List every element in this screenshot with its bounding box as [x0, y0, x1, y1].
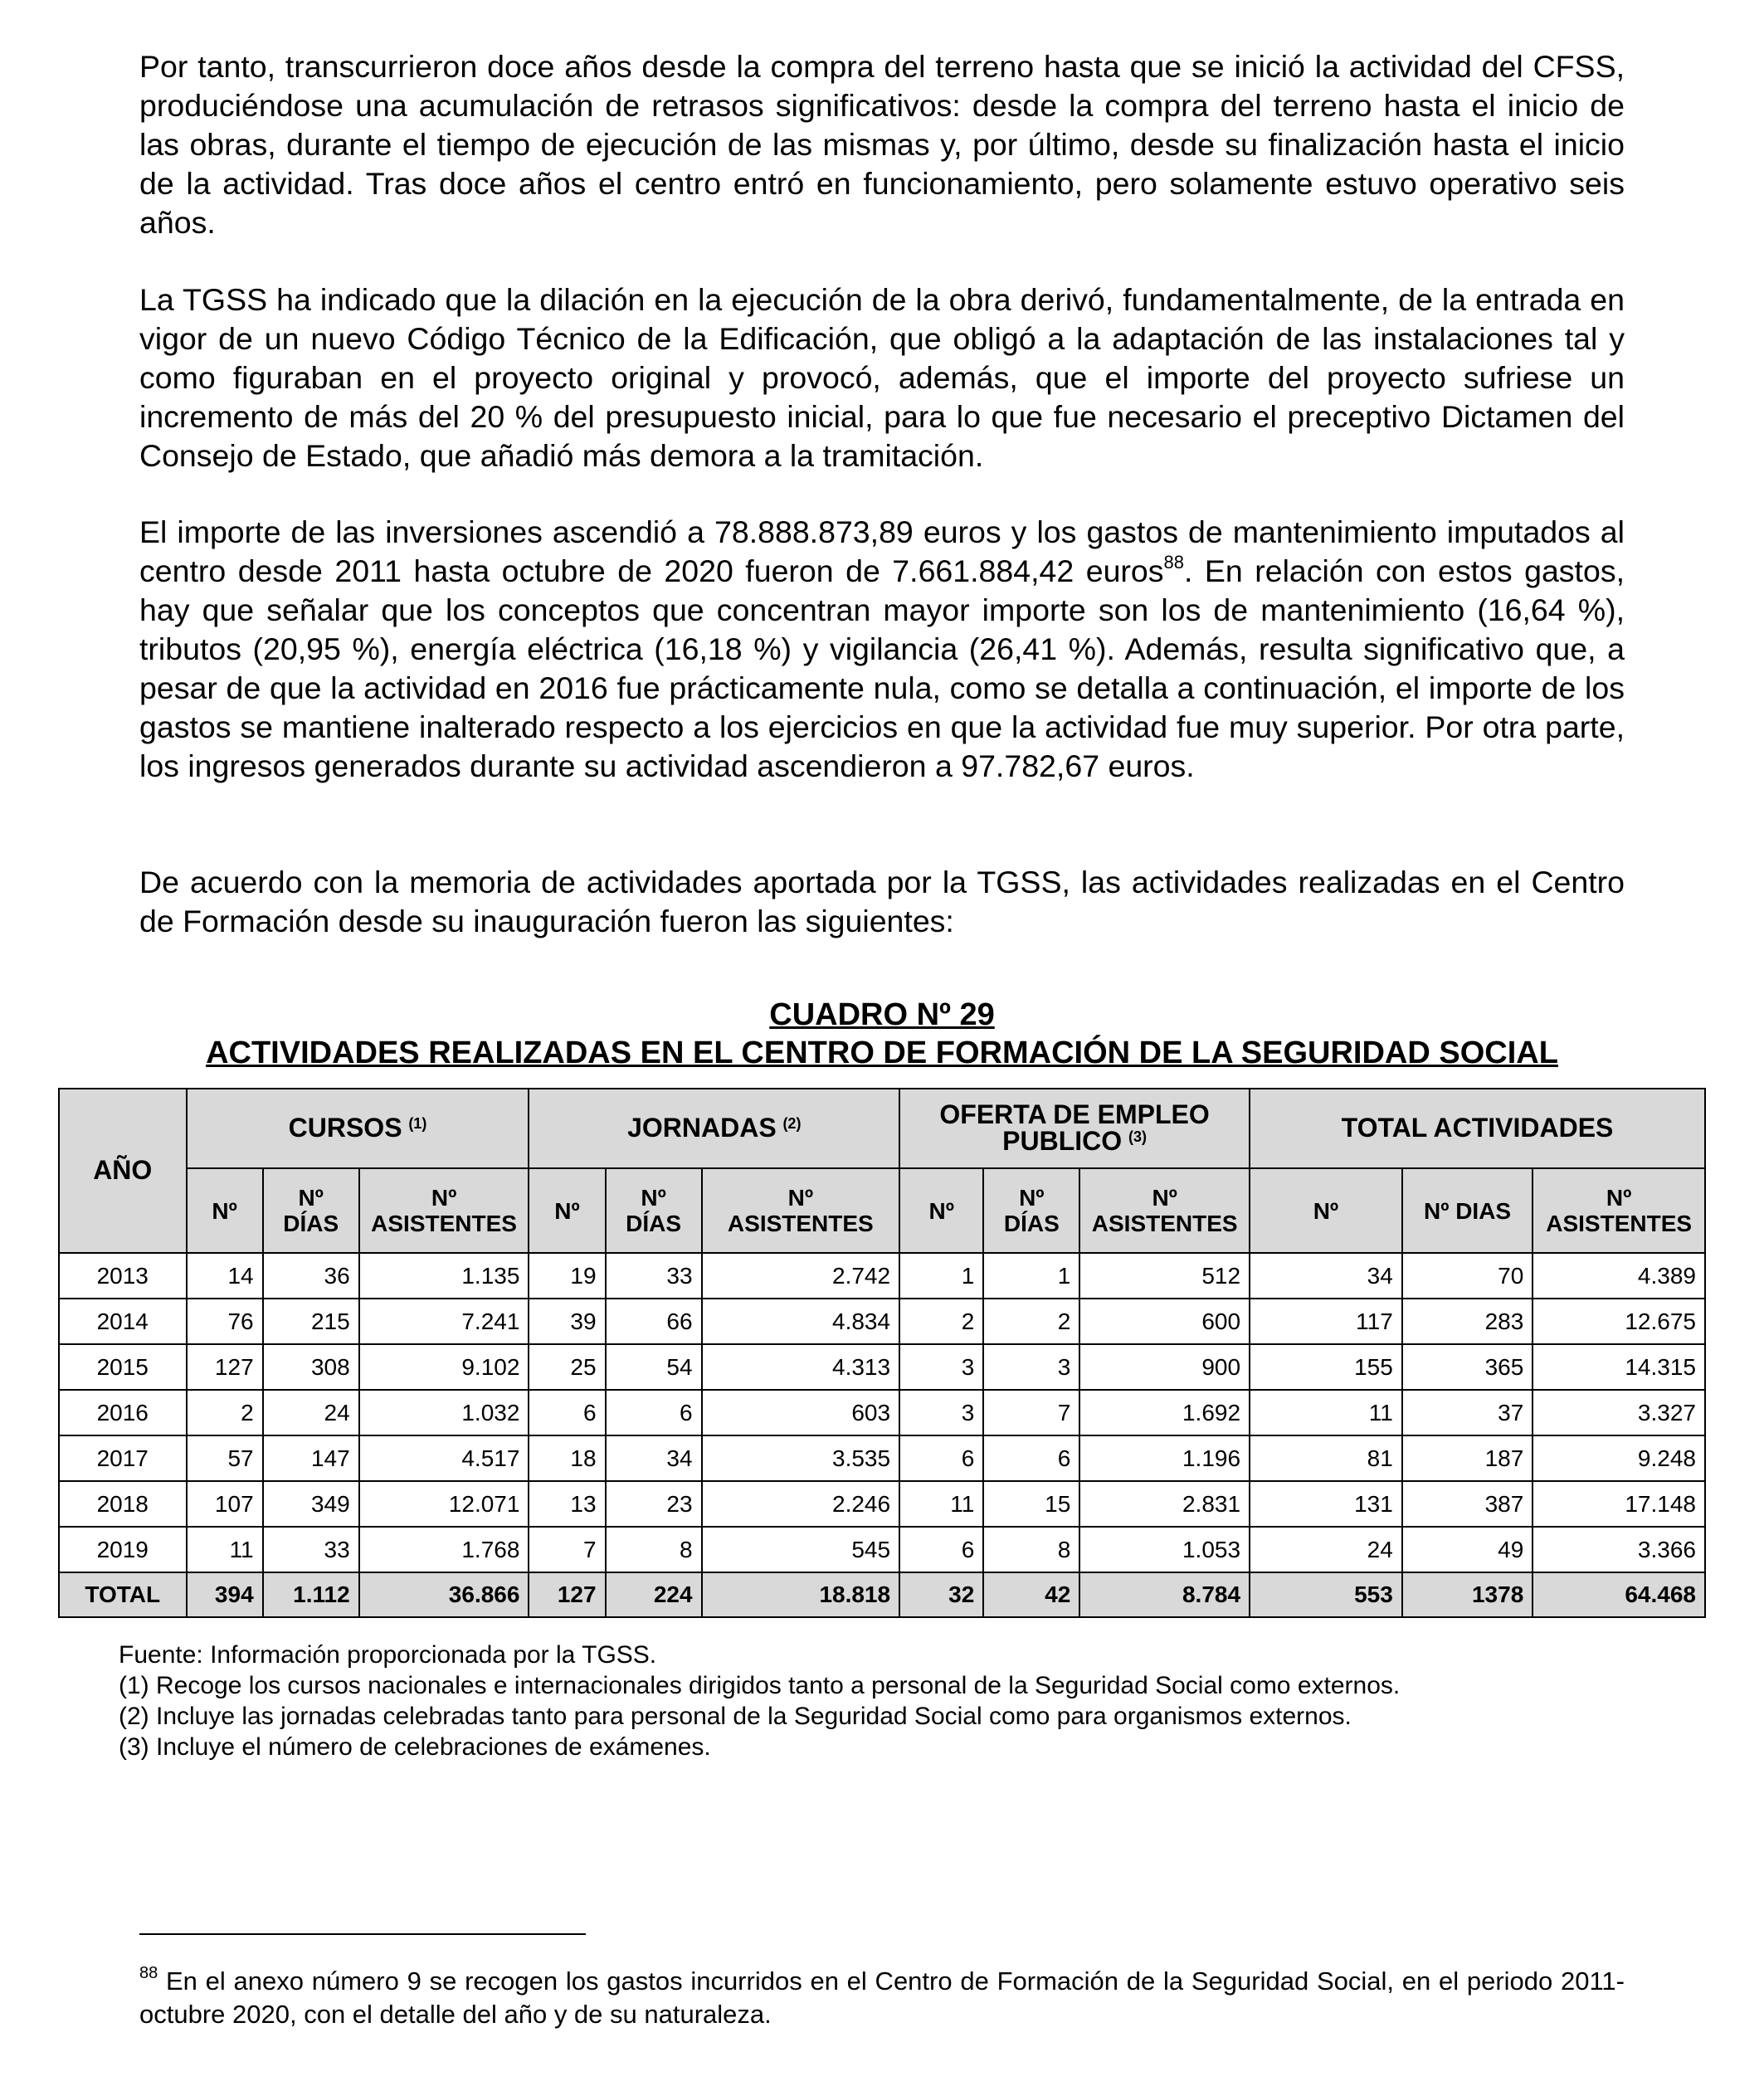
- footnote-88: [139, 1965, 1625, 2031]
- value-cell: 1.692: [1079, 1390, 1250, 1435]
- table-row: [59, 1253, 1705, 1299]
- subheader-n-dias: Nº DÍAS: [606, 1168, 702, 1253]
- value-cell: 7.241: [359, 1299, 529, 1344]
- value-cell: 66: [606, 1299, 702, 1344]
- value-cell: 32: [899, 1572, 983, 1617]
- value-cell: 17.148: [1533, 1481, 1705, 1527]
- subheader-n-asistentes: Nº ASISTENTES: [1533, 1168, 1705, 1253]
- paragraph-3-text-b: . En relación con estos gastos, hay que señalar que los conceptos que concentran mayor importe son los de mantenimiento (16,64 %), tributos (20,95 %), energía eléctrica (16,18 %) y vigilancia (26,41 %). Además, resulta significativo que, a pesar de que la actividad en 2016 fue prácticamente nula, como se detalla a continuación, el importe de los gastos se mantiene inalterado respecto a los ejercicios en que la actividad fue muy superior. Por otra parte, los ingresos generados durante su actividad ascendieron a 97.782,67 euros.: [139, 553, 1625, 783]
- value-cell: 6: [899, 1527, 983, 1572]
- subheader-n: Nº: [529, 1168, 605, 1253]
- value-cell: 19: [529, 1253, 605, 1299]
- value-cell: 9.102: [359, 1344, 529, 1390]
- value-cell: 42: [983, 1572, 1079, 1617]
- value-cell: 1378: [1402, 1572, 1533, 1617]
- year-cell: 2013: [59, 1253, 187, 1299]
- value-cell: 24: [263, 1390, 359, 1435]
- footnote-ref: 88: [1163, 552, 1185, 573]
- value-cell: 33: [606, 1253, 702, 1299]
- value-cell: 4.517: [359, 1435, 529, 1481]
- header-oferta-empleo: OFERTA DE EMPLEO PUBLICO $^{(3)}$: [899, 1089, 1250, 1168]
- paragraph-3: [139, 513, 1625, 786]
- table-subtitle: ACTIVIDADES REALIZADAS EN EL CENTRO DE FORMACIÓN DE LA SEGURIDAD SOCIAL: [206, 1036, 1558, 1070]
- value-cell: 3: [983, 1344, 1079, 1390]
- value-cell: 23: [606, 1481, 702, 1527]
- value-cell: 215: [263, 1299, 359, 1344]
- table-row: [59, 1435, 1705, 1481]
- value-cell: 8.784: [1079, 1572, 1250, 1617]
- value-cell: 7: [983, 1390, 1079, 1435]
- year-cell: 2017: [59, 1435, 187, 1481]
- value-cell: 33: [263, 1527, 359, 1572]
- value-cell: 1: [899, 1253, 983, 1299]
- value-cell: 1.032: [359, 1390, 529, 1435]
- value-cell: 15: [983, 1481, 1079, 1527]
- table-row: [59, 1344, 1705, 1390]
- value-cell: 1.112: [263, 1572, 359, 1617]
- subheader-n: Nº: [1250, 1168, 1402, 1253]
- value-cell: 8: [606, 1527, 702, 1572]
- year-cell: 2015: [59, 1344, 187, 1390]
- year-cell: 2018: [59, 1481, 187, 1527]
- year-cell: 2016: [59, 1390, 187, 1435]
- value-cell: 1.135: [359, 1253, 529, 1299]
- subheader-n-dias-total: Nº DIAS: [1402, 1168, 1533, 1253]
- value-cell: 81: [1250, 1435, 1402, 1481]
- table-notes: [119, 1640, 1400, 1762]
- value-cell: 2.831: [1079, 1481, 1250, 1527]
- year-cell: 2019: [59, 1527, 187, 1572]
- value-cell: 9.248: [1533, 1435, 1705, 1481]
- value-cell: 127: [529, 1572, 605, 1617]
- header-year: AÑO: [59, 1089, 187, 1253]
- footnote-number: 88: [139, 1964, 158, 1982]
- value-cell: 6: [606, 1390, 702, 1435]
- value-cell: 6: [899, 1435, 983, 1481]
- subheader-n: Nº: [899, 1168, 983, 1253]
- year-cell: TOTAL: [59, 1572, 187, 1617]
- value-cell: 7: [529, 1527, 605, 1572]
- value-cell: 283: [1402, 1299, 1533, 1344]
- value-cell: 3.366: [1533, 1527, 1705, 1572]
- value-cell: 600: [1079, 1299, 1250, 1344]
- value-cell: 117: [1250, 1299, 1402, 1344]
- value-cell: 4.389: [1533, 1253, 1705, 1299]
- value-cell: 8: [983, 1527, 1079, 1572]
- value-cell: 387: [1402, 1481, 1533, 1527]
- subheader-n-dias: Nº DÍAS: [983, 1168, 1079, 1253]
- value-cell: 187: [1402, 1435, 1533, 1481]
- table-row: [59, 1527, 1705, 1572]
- value-cell: 1.768: [359, 1527, 529, 1572]
- table-row: [59, 1481, 1705, 1527]
- value-cell: 394: [187, 1572, 263, 1617]
- note-3: (3) Incluye el número de celebraciones de exámenes.: [119, 1733, 711, 1761]
- note-2: (2) Incluye las jornadas celebradas tanto para personal de la Seguridad Social como para organismos externos.: [119, 1703, 1352, 1730]
- value-cell: 18.818: [702, 1572, 900, 1617]
- value-cell: 64.468: [1533, 1572, 1705, 1617]
- value-cell: 39: [529, 1299, 605, 1344]
- subheader-n-asistentes: Nº ASISTENTES: [359, 1168, 529, 1253]
- value-cell: 545: [702, 1527, 900, 1572]
- value-cell: 24: [1250, 1527, 1402, 1572]
- value-cell: 107: [187, 1481, 263, 1527]
- value-cell: 4.834: [702, 1299, 900, 1344]
- value-cell: 3: [899, 1344, 983, 1390]
- value-cell: 2.742: [702, 1253, 900, 1299]
- value-cell: 2: [983, 1299, 1079, 1344]
- subheader-n-dias: Nº DÍAS: [263, 1168, 359, 1253]
- value-cell: 12.675: [1533, 1299, 1705, 1344]
- table-row: [59, 1299, 1705, 1344]
- value-cell: 1.196: [1079, 1435, 1250, 1481]
- value-cell: 349: [263, 1481, 359, 1527]
- table-titles: [0, 996, 1764, 1072]
- value-cell: 70: [1402, 1253, 1533, 1299]
- table-total-row: [59, 1572, 1705, 1617]
- value-cell: 11: [187, 1527, 263, 1572]
- value-cell: 224: [606, 1572, 702, 1617]
- note-1: (1) Recoge los cursos nacionales e internacionales dirigidos tanto a personal de la Seguridad Social como externos.: [119, 1672, 1401, 1699]
- subheader-n-asistentes: Nº ASISTENTES: [702, 1168, 900, 1253]
- value-cell: 3.327: [1533, 1390, 1705, 1435]
- paragraph-1: Por tanto, transcurrieron doce años desde la compra del terreno hasta que se inició la actividad del CFSS, produciéndose una acumulación de retrasos significativos: desde la compra del terreno hasta el inicio de las obras, durante el tiempo de ejecución de las mismas y, por último, desde su finalización hasta el inicio de la actividad. Tras doce años el centro entró en funcionamiento, pero solamente estuvo operativo seis años.: [139, 49, 1625, 240]
- value-cell: 900: [1079, 1344, 1250, 1390]
- value-cell: 1.053: [1079, 1527, 1250, 1572]
- source-note: Fuente: Información proporcionada por la TGSS.: [119, 1641, 657, 1669]
- value-cell: 13: [529, 1481, 605, 1527]
- subheader-n-asistentes: Nº ASISTENTES: [1079, 1168, 1250, 1253]
- table-row: [59, 1390, 1705, 1435]
- value-cell: 4.313: [702, 1344, 900, 1390]
- subheader-n: Nº: [187, 1168, 263, 1253]
- value-cell: 1: [983, 1253, 1079, 1299]
- value-cell: 49: [1402, 1527, 1533, 1572]
- value-cell: 2: [899, 1299, 983, 1344]
- value-cell: 11: [1250, 1390, 1402, 1435]
- activities-table: [58, 1088, 1706, 1618]
- paragraph-3-text-a: El importe de las inversiones ascendió a 78.888.873,89 euros y los gastos de mantenimiento imputados al centro desde 2011 hasta octubre de 2020 fueron de 7.661.884,42 euros: [139, 514, 1625, 588]
- value-cell: 14.315: [1533, 1344, 1705, 1390]
- footnote-text: En el anexo número 9 se recogen los gastos incurridos en el Centro de Formación de la Seguridad Social, en el periodo 2011-octubre 2020, con el detalle del año y de su naturaleza.: [139, 1966, 1625, 2029]
- value-cell: 147: [263, 1435, 359, 1481]
- value-cell: 553: [1250, 1572, 1402, 1617]
- value-cell: 34: [606, 1435, 702, 1481]
- value-cell: 603: [702, 1390, 900, 1435]
- paragraph-2: La TGSS ha indicado que la dilación en la ejecución de la obra derivó, fundamentalmente, de la entrada en vigor de un nuevo Código Técnico de la Edificación, que obligó a la adaptación de las instalaciones tal y como figuraban en el proyecto original y provocó, además, que el importe del proyecto sufriese un incremento de más del 20 % del presupuesto inicial, para lo que fue necesario el preceptivo Dictamen del Consejo de Estado, que añadió más demora a la tramitación.: [139, 282, 1625, 473]
- value-cell: 37: [1402, 1390, 1533, 1435]
- value-cell: 2: [187, 1390, 263, 1435]
- value-cell: 25: [529, 1344, 605, 1390]
- value-cell: 3.535: [702, 1435, 900, 1481]
- paragraph-4: De acuerdo con la memoria de actividades aportada por la TGSS, las actividades realizadas en el Centro de Formación desde su inauguración fueron las siguientes:: [139, 865, 1625, 938]
- table-body: [59, 1253, 1705, 1617]
- value-cell: 36.866: [359, 1572, 529, 1617]
- value-cell: 2.246: [702, 1481, 900, 1527]
- table-title: CUADRO Nº 29: [769, 997, 995, 1032]
- value-cell: 11: [899, 1481, 983, 1527]
- footnote-separator: [139, 1933, 586, 1935]
- value-cell: 512: [1079, 1253, 1250, 1299]
- value-cell: 365: [1402, 1344, 1533, 1390]
- value-cell: 6: [983, 1435, 1079, 1481]
- value-cell: 18: [529, 1435, 605, 1481]
- header-jornadas: JORNADAS $^{(2)}$: [529, 1089, 899, 1168]
- value-cell: 76: [187, 1299, 263, 1344]
- value-cell: 12.071: [359, 1481, 529, 1527]
- value-cell: 308: [263, 1344, 359, 1390]
- header-total-actividades: TOTAL ACTIVIDADES: [1250, 1089, 1705, 1168]
- value-cell: 34: [1250, 1253, 1402, 1299]
- value-cell: 127: [187, 1344, 263, 1390]
- value-cell: 36: [263, 1253, 359, 1299]
- value-cell: 57: [187, 1435, 263, 1481]
- value-cell: 54: [606, 1344, 702, 1390]
- value-cell: 155: [1250, 1344, 1402, 1390]
- year-cell: 2014: [59, 1299, 187, 1344]
- value-cell: 14: [187, 1253, 263, 1299]
- value-cell: 6: [529, 1390, 605, 1435]
- header-cursos: CURSOS $^{(1)}$: [187, 1089, 529, 1168]
- value-cell: 3: [899, 1390, 983, 1435]
- value-cell: 131: [1250, 1481, 1402, 1527]
